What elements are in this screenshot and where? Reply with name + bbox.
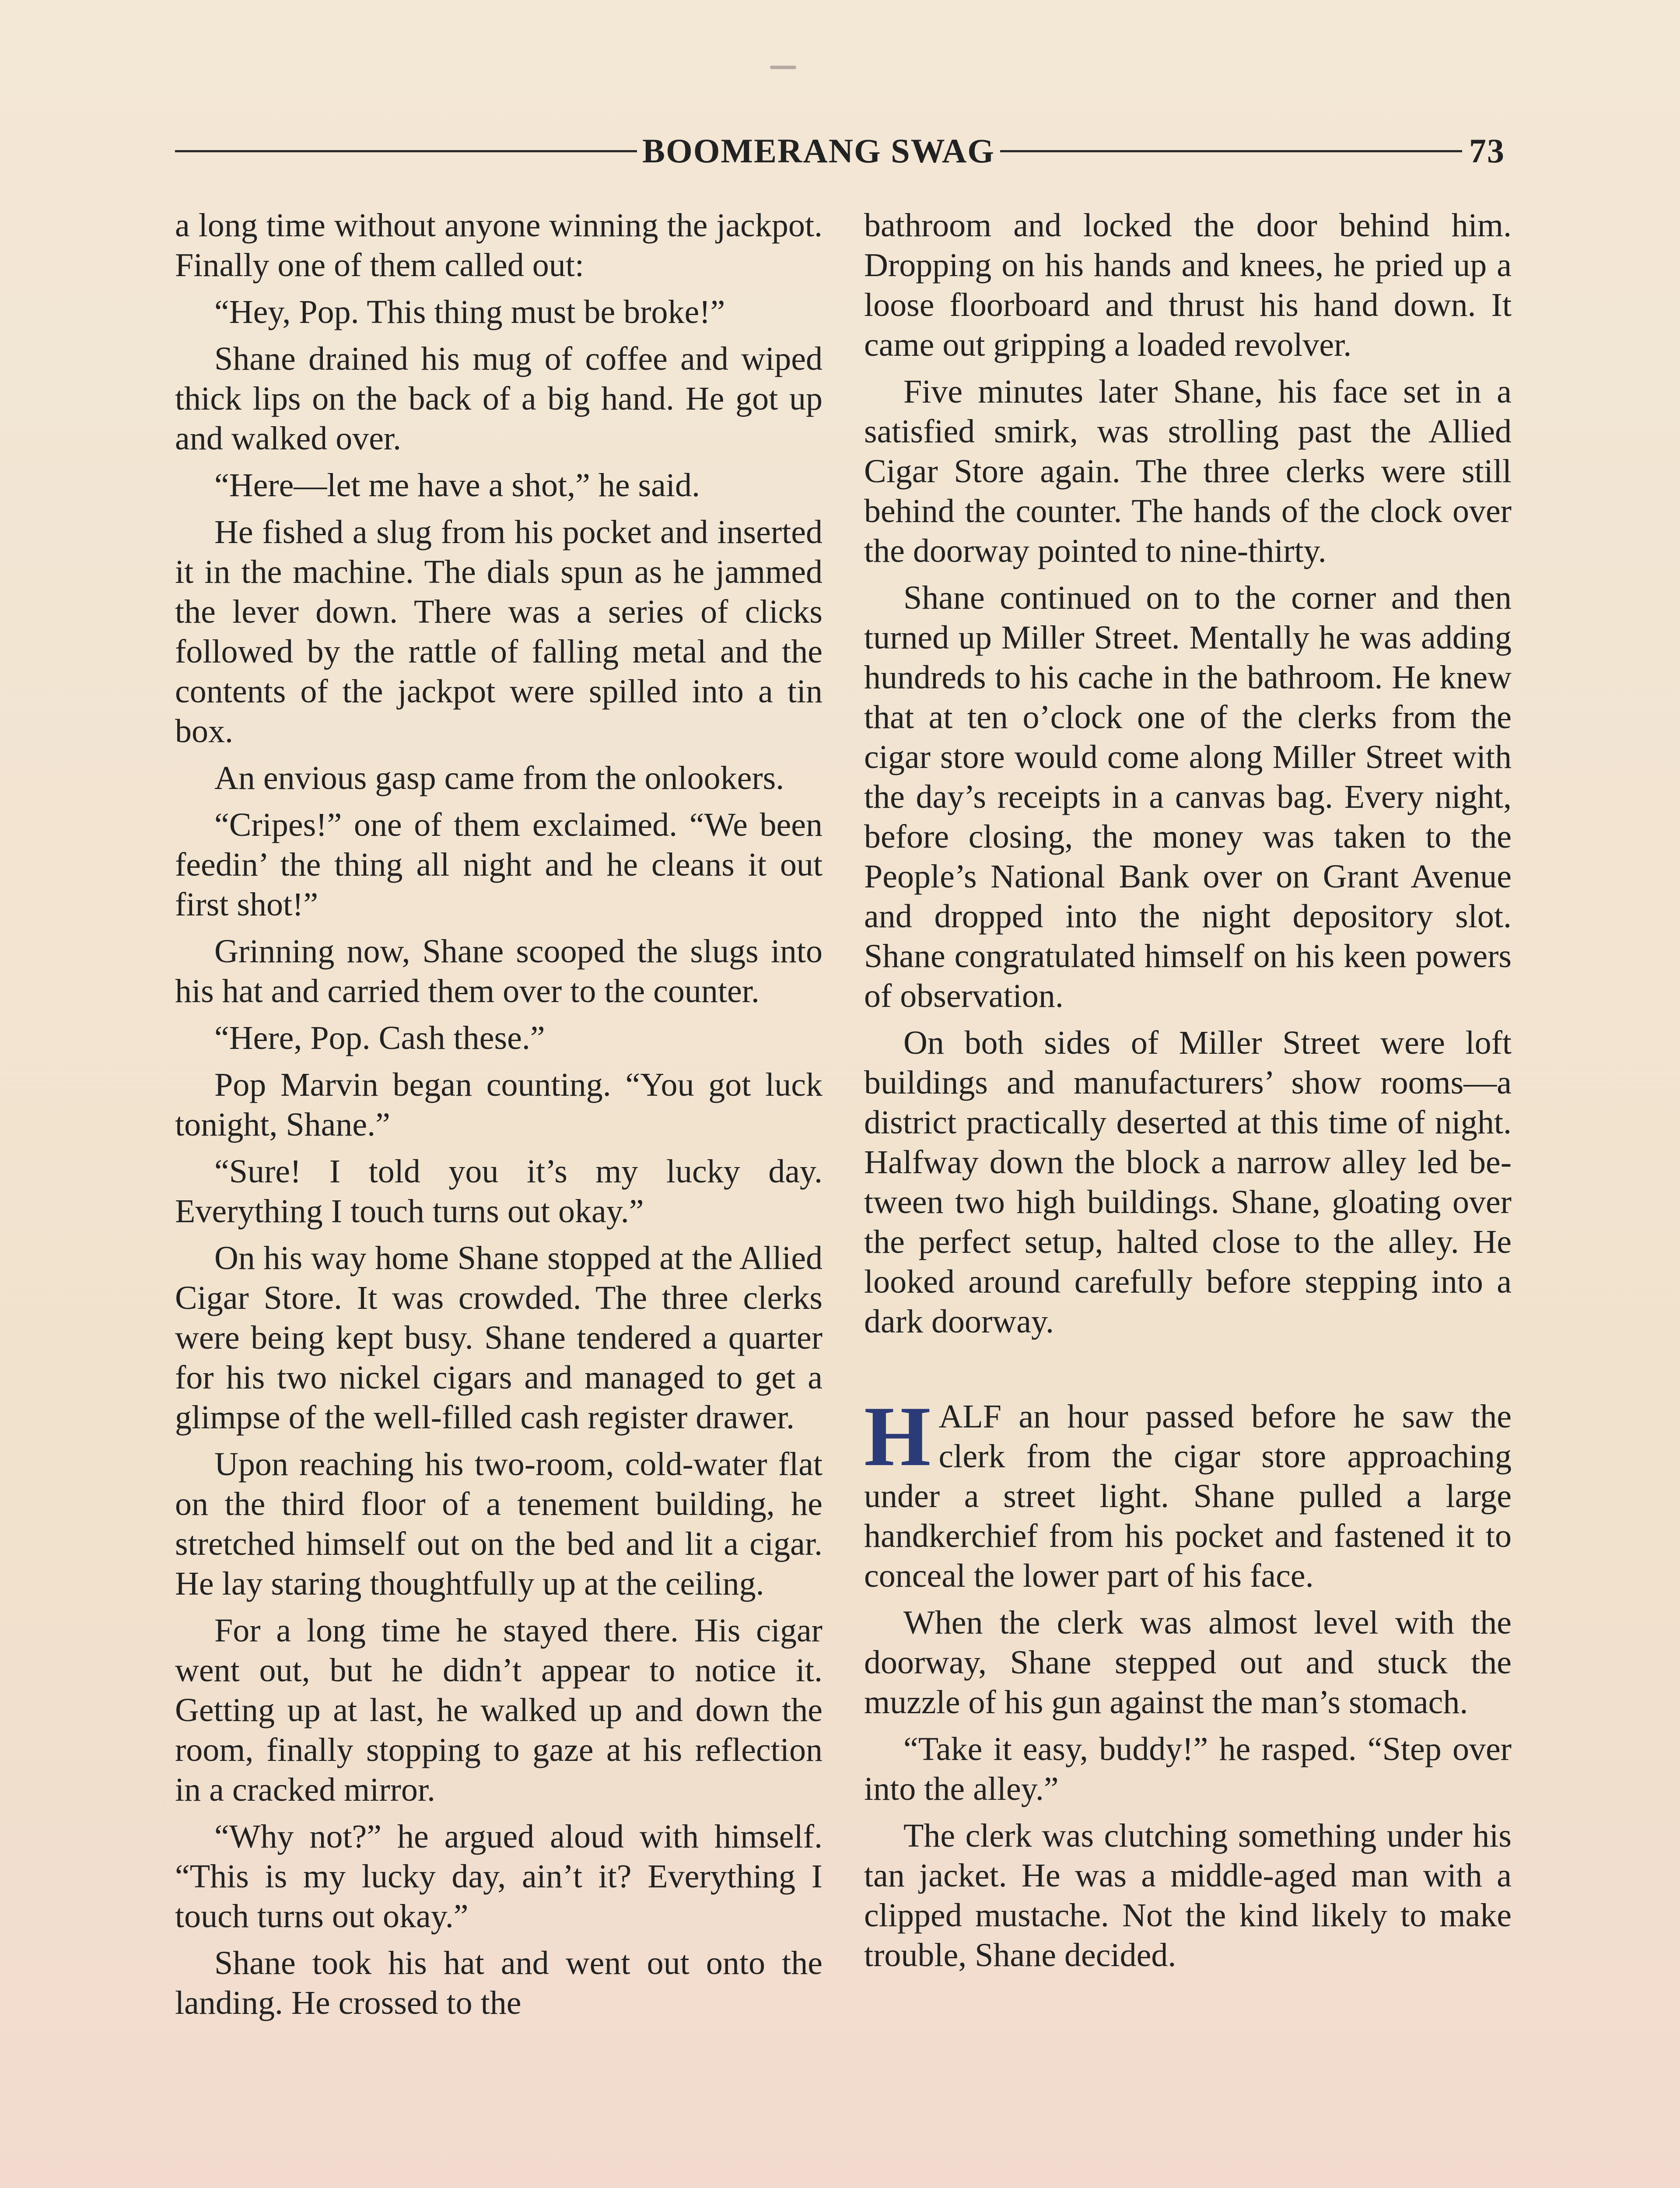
paragraph: “Here, Pop. Cash these.” xyxy=(214,1020,545,1056)
paragraph: The clerk was clutching something under his tan jacket. He was a middle-aged man with a clipped mustache. Not the kind likely to make trouble, Shane decided. xyxy=(864,1817,1512,1974)
paragraph: “Take it easy, buddy!” he rasped. “Step over into the alley.” xyxy=(864,1731,1512,1807)
right-column xyxy=(864,206,1512,1982)
paragraph: An envious gasp came from the onlookers. xyxy=(214,760,784,796)
paragraph: He fished a slug from his pocket and inserted it in the machine. The dials spun as he jammed the lever down. There was a series of clicks followed by the rattle of falling metal and the contents of the jackpot were spilled into a tin box. xyxy=(175,514,822,750)
paragraph: “Hey, Pop. This thing must be broke!” xyxy=(214,294,725,330)
paragraph: Pop Marvin began counting. “You got luck tonight, Shane.” xyxy=(175,1066,822,1143)
story-title: BOOMERANG SWAG xyxy=(642,132,995,170)
paragraph: a long time without anyone winning the jackpot. Finally one of them called out: xyxy=(175,207,822,284)
paragraph: Shane continued on to the corner and then turned up Miller Street. Mentally he was adding hundreds to his cache in the bathroom. He knew that at ten o’clock one of the clerks from the cigar store would come along Miller Street with the day’s receipts in a canvas bag. Every night, before closing, the money was taken to the People’s National Bank over on Grant Avenue and dropped into the night depository slot. Shane congratulated himself on his keen powers of observation. xyxy=(864,579,1512,1014)
paragraph: “Sure! I told you it’s my lucky day. Everything I touch turns out okay.” xyxy=(175,1153,822,1230)
header-rule-right xyxy=(1000,150,1462,152)
paragraph: “Cripes!” one of them exclaimed. “We been feedin’ the thing all night and he cleans it out first shot!” xyxy=(175,806,822,923)
header-rule-left xyxy=(175,150,637,152)
left-column xyxy=(175,206,822,2030)
paragraph: “Here—let me have a shot,” he said. xyxy=(214,467,700,504)
paragraph: Grinning now, Shane scooped the slugs into his hat and carried them over to the counter. xyxy=(175,933,822,1010)
paragraph: Upon reaching his two-room, cold-water flat on the third floor of a tenement building, he stretched himself out on the bed and lit a cigar. He lay staring thoughtfully up at the ceiling. xyxy=(175,1446,822,1602)
paragraph: Shane drained his mug of coffee and wiped thick lips on the back of a big hand. He got up and walked over. xyxy=(175,340,822,457)
running-header xyxy=(175,127,1505,175)
paragraph: “Why not?” he argued aloud with himself. “This is my lucky day, ain’t it? Everything I touch turns out okay.” xyxy=(175,1818,822,1935)
paragraph: For a long time he stayed there. His cigar went out, but he didn’t appear to notice it. Getting up at last, he walked up and down the room, finally stopping to gaze at his reflection in a cracked mirror. xyxy=(175,1612,822,1808)
paragraph: When the clerk was almost level with the doorway, Shane stepped out and stuck the muzzle of his gun against the man’s stomach. xyxy=(864,1604,1512,1721)
paragraph: On both sides of Miller Street were loft buildings and manufacturers’ show rooms—a district practically deserted at this time of night. Halfway down the block a narrow alley led between two high buildings. Shane, gloating over the perfect setup, halted close to the alley. He looked around carefully before stepping into a dark doorway. xyxy=(864,1024,1512,1340)
page-number: 73 xyxy=(1469,132,1505,170)
paragraph: Shane took his hat and went out onto the landing. He crossed to the xyxy=(175,1945,822,2021)
paragraph: On his way home Shane stopped at the Allied Cigar Store. It was crowded. The three clerks were being kept busy. Shane tendered a quarter for his two nickel cigars and managed to get a glimpse of the well-filled cash register drawer. xyxy=(175,1240,822,1436)
paragraph: bathroom and locked the door behind him. Dropping on his hands and knees, he pried up a loose floorboard and thrust his hand down. It came out gripping a loaded revolver. xyxy=(864,207,1512,363)
paragraph: Five minutes later Shane, his face set in a satisfied smirk, was strolling past the Allied Cigar Store again. The three clerks were still behind the counter. The hands of the clock over the doorway pointed to nine-thirty. xyxy=(864,373,1512,569)
print-smudge xyxy=(770,66,796,69)
section-opening-paragraph xyxy=(864,1389,1512,1596)
drop-cap: H xyxy=(864,1389,931,1484)
opening-text: ALF an hour passed before he saw the clerk from the cigar store approaching under a street light. Shane pulled a large handkerchief from his pocket and fastened it to conceal the lower part of his face. xyxy=(864,1398,1512,1594)
section-break xyxy=(864,1349,1512,1397)
